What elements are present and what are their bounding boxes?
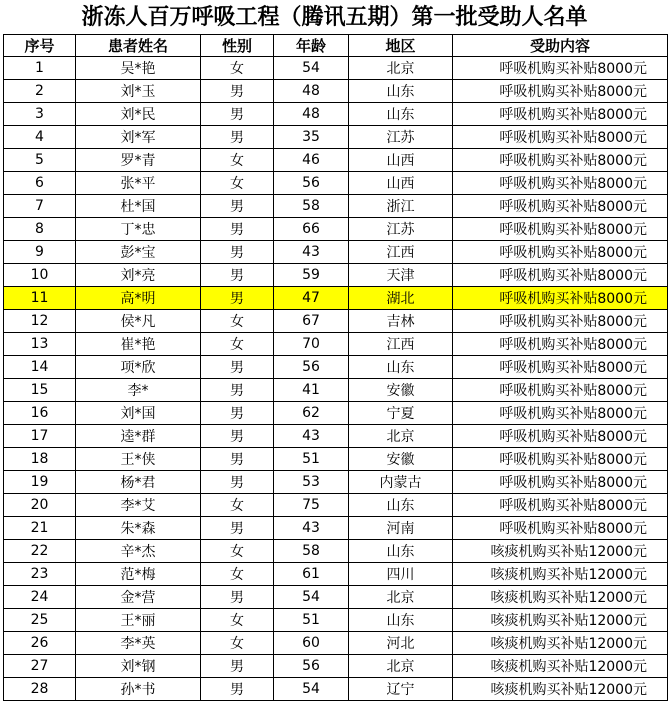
table-header-row [4,35,668,57]
table-row [4,425,668,448]
cell-region[interactable]: 湖北 [349,287,453,310]
cell-gender[interactable]: 男 [201,379,274,402]
cell-aid[interactable]: 咳痰机购买补贴12000元 [453,678,668,701]
cell-region[interactable]: 山东 [349,356,453,379]
cell-gender[interactable]: 男 [201,586,274,609]
table-row [4,586,668,609]
table-row [4,379,668,402]
cell-no[interactable]: 11 [4,287,76,310]
cell-age[interactable]: 43 [274,241,349,264]
cell-name[interactable]: 杜*国 [76,195,201,218]
cell-age[interactable]: 70 [274,333,349,356]
cell-region[interactable]: 山西 [349,172,453,195]
cell-gender[interactable]: 男 [201,103,274,126]
cell-region[interactable]: 吉林 [349,310,453,333]
cell-region[interactable]: 辽宁 [349,678,453,701]
table-row [4,632,668,655]
cell-aid[interactable]: 呼吸机购买补贴8000元 [453,103,668,126]
cell-region[interactable]: 江西 [349,333,453,356]
cell-no[interactable]: 16 [4,402,76,425]
cell-name[interactable]: 高*明 [76,287,201,310]
cell-no[interactable]: 7 [4,195,76,218]
cell-region[interactable]: 北京 [349,586,453,609]
cell-name[interactable]: 王*丽 [76,609,201,632]
cell-aid[interactable]: 呼吸机购买补贴8000元 [453,172,668,195]
cell-gender[interactable]: 男 [201,448,274,471]
cell-region[interactable]: 北京 [349,425,453,448]
table-row [4,609,668,632]
table-row [4,149,668,172]
table-row [4,517,668,540]
table-row [4,471,668,494]
cell-aid[interactable]: 呼吸机购买补贴8000元 [453,149,668,172]
cell-age[interactable]: 35 [274,126,349,149]
cell-no[interactable]: 15 [4,379,76,402]
cell-age[interactable]: 58 [274,540,349,563]
column-header-aid: 受助内容 [453,35,668,57]
cell-aid[interactable]: 咳痰机购买补贴12000元 [453,540,668,563]
cell-no[interactable]: 18 [4,448,76,471]
cell-region[interactable]: 安徽 [349,448,453,471]
table-row [4,494,668,517]
cell-gender[interactable]: 女 [201,310,274,333]
cell-age[interactable]: 60 [274,632,349,655]
cell-age[interactable]: 41 [274,379,349,402]
cell-no[interactable]: 13 [4,333,76,356]
cell-gender[interactable]: 女 [201,494,274,517]
table-row [4,540,668,563]
cell-age[interactable]: 59 [274,264,349,287]
cell-age[interactable]: 43 [274,425,349,448]
cell-no[interactable]: 27 [4,655,76,678]
cell-name[interactable]: 刘*亮 [76,264,201,287]
cell-name[interactable]: 崔*艳 [76,333,201,356]
cell-no[interactable]: 14 [4,356,76,379]
column-header-age: 年龄 [274,35,349,57]
cell-name[interactable]: 项*欣 [76,356,201,379]
column-header-name: 患者姓名 [76,35,201,57]
cell-no[interactable]: 10 [4,264,76,287]
cell-name[interactable]: 张*平 [76,172,201,195]
table-row [4,655,668,678]
cell-region[interactable]: 浙江 [349,195,453,218]
cell-region[interactable]: 河北 [349,632,453,655]
cell-age[interactable]: 53 [274,471,349,494]
table-row [4,172,668,195]
cell-no[interactable]: 20 [4,494,76,517]
cell-gender[interactable]: 男 [201,241,274,264]
cell-aid[interactable]: 呼吸机购买补贴8000元 [453,425,668,448]
cell-age[interactable]: 48 [274,80,349,103]
cell-no[interactable]: 4 [4,126,76,149]
cell-no[interactable]: 9 [4,241,76,264]
column-header-gender: 性别 [201,35,274,57]
cell-age[interactable]: 47 [274,287,349,310]
cell-name[interactable]: 刘*钢 [76,655,201,678]
table-body [4,57,668,701]
cell-age[interactable]: 56 [274,655,349,678]
cell-name[interactable]: 侯*凡 [76,310,201,333]
cell-gender[interactable]: 男 [201,356,274,379]
cell-aid[interactable]: 咳痰机购买补贴12000元 [453,586,668,609]
table-row [4,402,668,425]
cell-age[interactable]: 58 [274,195,349,218]
column-header-no: 序号 [4,35,76,57]
cell-region[interactable]: 内蒙古 [349,471,453,494]
column-header-region: 地区 [349,35,453,57]
cell-gender[interactable]: 男 [201,517,274,540]
sheet-title: 浙冻人百万呼吸工程（腾讯五期）第一批受助人名单 [81,4,588,30]
cell-gender[interactable]: 男 [201,402,274,425]
cell-aid[interactable]: 呼吸机购买补贴8000元 [453,379,668,402]
cell-no[interactable]: 6 [4,172,76,195]
cell-name[interactable]: 范*梅 [76,563,201,586]
cell-name[interactable]: 李*艾 [76,494,201,517]
cell-name[interactable]: 彭*宝 [76,241,201,264]
table-row [4,356,668,379]
cell-gender[interactable]: 男 [201,195,274,218]
cell-no[interactable]: 22 [4,540,76,563]
cell-age[interactable]: 67 [274,310,349,333]
cell-region[interactable]: 宁夏 [349,402,453,425]
cell-age[interactable]: 46 [274,149,349,172]
cell-region[interactable]: 安徽 [349,379,453,402]
cell-region[interactable]: 河南 [349,517,453,540]
cell-no[interactable]: 17 [4,425,76,448]
cell-no[interactable]: 26 [4,632,76,655]
cell-aid[interactable]: 呼吸机购买补贴8000元 [453,356,668,379]
cell-gender[interactable]: 女 [201,540,274,563]
cell-aid[interactable]: 咳痰机购买补贴12000元 [453,609,668,632]
cell-gender[interactable]: 男 [201,678,274,701]
cell-aid[interactable]: 咳痰机购买补贴12000元 [453,632,668,655]
cell-gender[interactable]: 女 [201,333,274,356]
cell-gender[interactable]: 男 [201,471,274,494]
cell-aid[interactable]: 咳痰机购买补贴12000元 [453,563,668,586]
cell-aid[interactable]: 呼吸机购买补贴8000元 [453,241,668,264]
cell-no[interactable]: 3 [4,103,76,126]
cell-aid[interactable]: 呼吸机购买补贴8000元 [453,402,668,425]
cell-gender[interactable]: 女 [201,632,274,655]
cell-region[interactable]: 山西 [349,149,453,172]
cell-name[interactable]: 逵*群 [76,425,201,448]
cell-region[interactable]: 江西 [349,241,453,264]
cell-age[interactable]: 54 [274,57,349,80]
cell-aid[interactable]: 呼吸机购买补贴8000元 [453,333,668,356]
cell-age[interactable]: 56 [274,172,349,195]
cell-gender[interactable]: 男 [201,80,274,103]
table-row [4,57,668,80]
cell-gender[interactable]: 女 [201,172,274,195]
cell-name[interactable]: 刘*国 [76,402,201,425]
cell-gender[interactable]: 女 [201,149,274,172]
cell-region[interactable]: 山东 [349,540,453,563]
cell-gender[interactable]: 男 [201,126,274,149]
cell-age[interactable]: 43 [274,517,349,540]
table-row [4,241,668,264]
cell-no[interactable]: 24 [4,586,76,609]
cell-no[interactable]: 19 [4,471,76,494]
cell-age[interactable]: 62 [274,402,349,425]
cell-age[interactable]: 66 [274,218,349,241]
cell-region[interactable]: 江苏 [349,126,453,149]
cell-name[interactable]: 朱*森 [76,517,201,540]
cell-region[interactable]: 北京 [349,57,453,80]
cell-no[interactable]: 25 [4,609,76,632]
cell-name[interactable]: 刘*军 [76,126,201,149]
cell-gender[interactable]: 男 [201,425,274,448]
cell-region[interactable]: 山东 [349,80,453,103]
cell-no[interactable]: 21 [4,517,76,540]
table-row [4,563,668,586]
cell-age[interactable]: 51 [274,609,349,632]
table-row [4,333,668,356]
cell-no[interactable]: 5 [4,149,76,172]
cell-name[interactable]: 孙*书 [76,678,201,701]
cell-age[interactable]: 51 [274,448,349,471]
cell-no[interactable]: 23 [4,563,76,586]
cell-gender[interactable]: 男 [201,287,274,310]
cell-aid[interactable]: 呼吸机购买补贴8000元 [453,448,668,471]
table-row [4,448,668,471]
cell-age[interactable]: 54 [274,586,349,609]
cell-aid[interactable]: 呼吸机购买补贴8000元 [453,80,668,103]
cell-name[interactable]: 李* [76,379,201,402]
cell-name[interactable]: 丁*忠 [76,218,201,241]
cell-gender[interactable]: 女 [201,57,274,80]
recipient-table [3,34,668,701]
cell-gender[interactable]: 女 [201,563,274,586]
cell-no[interactable]: 2 [4,80,76,103]
table-row [4,80,668,103]
cell-no[interactable]: 28 [4,678,76,701]
table-row [4,264,668,287]
cell-age[interactable]: 48 [274,103,349,126]
cell-no[interactable]: 8 [4,218,76,241]
cell-age[interactable]: 56 [274,356,349,379]
cell-region[interactable]: 江苏 [349,218,453,241]
cell-age[interactable]: 75 [274,494,349,517]
cell-aid[interactable]: 呼吸机购买补贴8000元 [453,287,668,310]
cell-region[interactable]: 四川 [349,563,453,586]
cell-name[interactable]: 李*英 [76,632,201,655]
table-row [4,310,668,333]
cell-name[interactable]: 罗*青 [76,149,201,172]
cell-no[interactable]: 12 [4,310,76,333]
cell-name[interactable]: 刘*玉 [76,80,201,103]
table-row [4,678,668,701]
table-row [4,195,668,218]
cell-aid[interactable]: 呼吸机购买补贴8000元 [453,471,668,494]
cell-name[interactable]: 金*营 [76,586,201,609]
cell-aid[interactable]: 咳痰机购买补贴12000元 [453,655,668,678]
cell-region[interactable]: 山东 [349,494,453,517]
cell-gender[interactable]: 男 [201,264,274,287]
table-row [4,287,668,310]
cell-aid[interactable]: 呼吸机购买补贴8000元 [453,195,668,218]
cell-aid[interactable]: 呼吸机购买补贴8000元 [453,310,668,333]
cell-region[interactable]: 山东 [349,103,453,126]
cell-region[interactable]: 天津 [349,264,453,287]
cell-age[interactable]: 61 [274,563,349,586]
cell-aid[interactable]: 呼吸机购买补贴8000元 [453,126,668,149]
cell-aid[interactable]: 呼吸机购买补贴8000元 [453,57,668,80]
cell-region[interactable]: 北京 [349,655,453,678]
cell-gender[interactable]: 男 [201,218,274,241]
cell-name[interactable]: 杨*君 [76,471,201,494]
cell-aid[interactable]: 呼吸机购买补贴8000元 [453,264,668,287]
cell-age[interactable]: 54 [274,678,349,701]
table-row [4,126,668,149]
cell-name[interactable]: 辛*杰 [76,540,201,563]
cell-region[interactable]: 山东 [349,609,453,632]
table-row [4,218,668,241]
cell-gender[interactable]: 女 [201,609,274,632]
cell-name[interactable]: 王*侠 [76,448,201,471]
cell-name[interactable]: 吴*艳 [76,57,201,80]
cell-aid[interactable]: 呼吸机购买补贴8000元 [453,494,668,517]
cell-name[interactable]: 刘*民 [76,103,201,126]
cell-no[interactable]: 1 [4,57,76,80]
cell-gender[interactable]: 男 [201,655,274,678]
cell-aid[interactable]: 呼吸机购买补贴8000元 [453,517,668,540]
cell-aid[interactable]: 呼吸机购买补贴8000元 [453,218,668,241]
table-row [4,103,668,126]
